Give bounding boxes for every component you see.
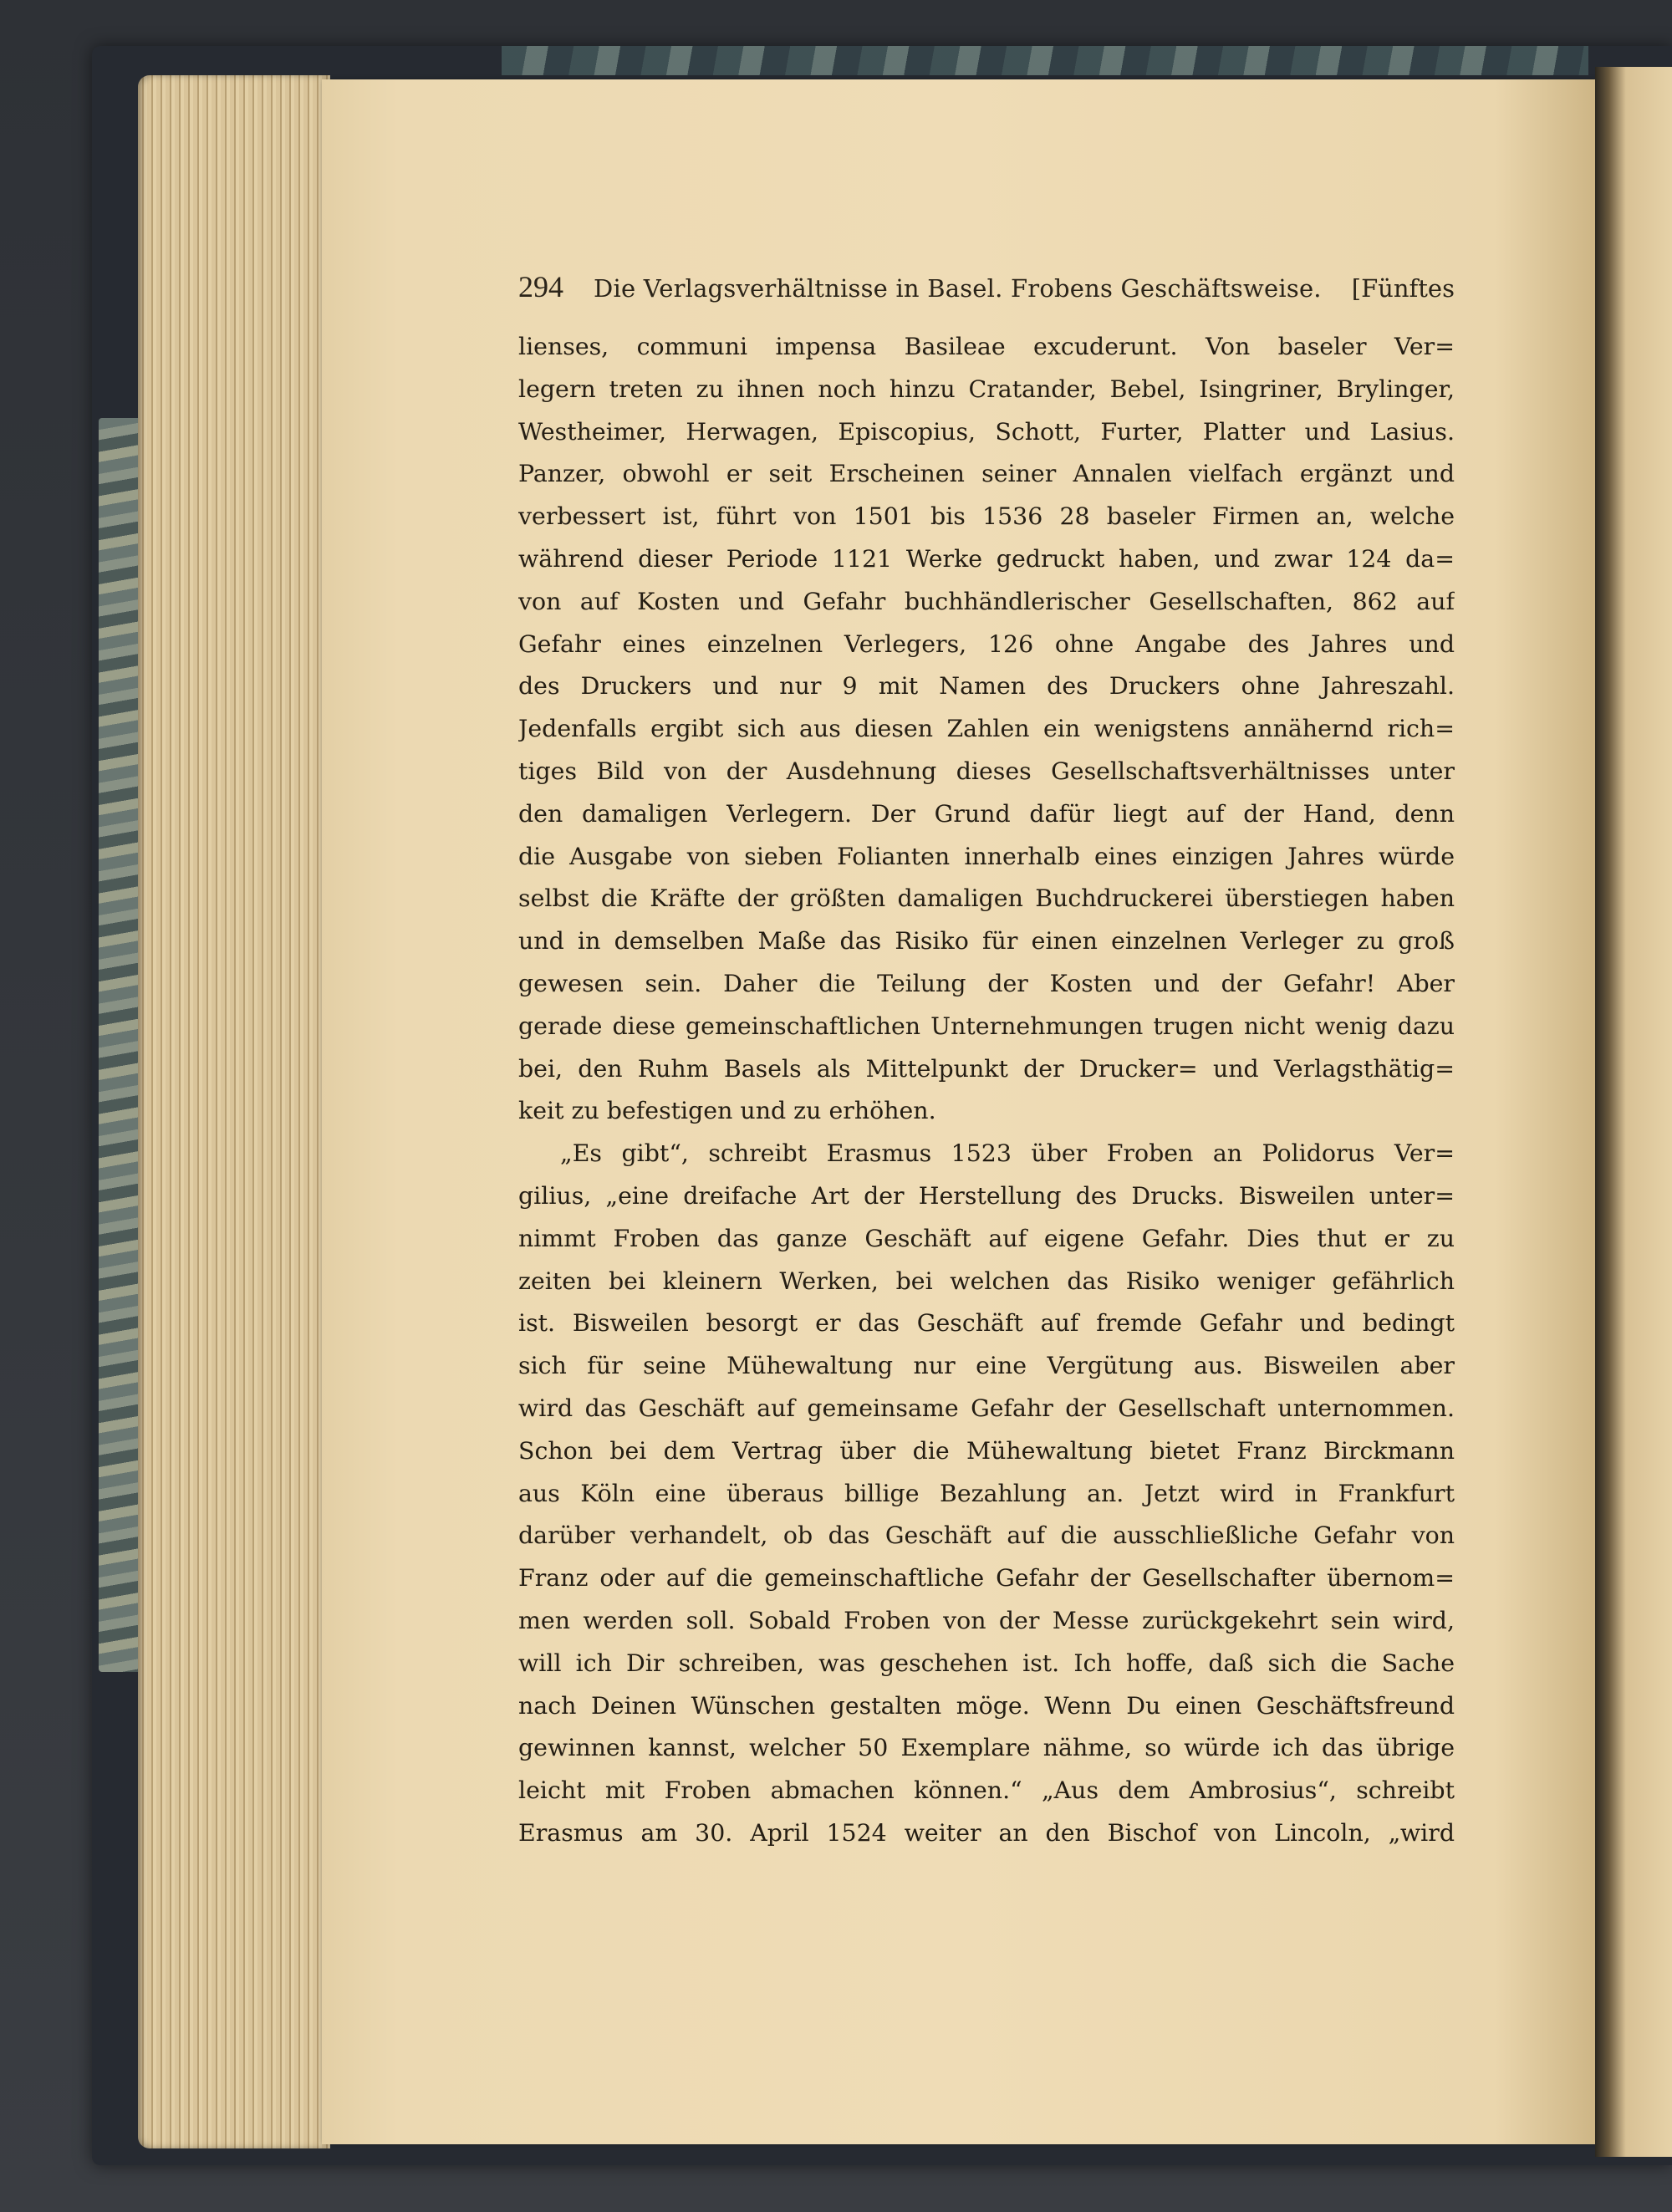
text-line: Westheimer, Herwagen, Episcopius, Schott, Furter, Platter und Lasius. (518, 417, 1455, 446)
text-line: ist. Bisweilen besorgt er das Geschäft auf fremde Gefahr und bedingt (518, 1309, 1455, 1338)
text-line: gerade diese gemeinschaftlichen Unternehmungen trugen nicht wenig dazu (518, 1012, 1455, 1040)
text-line: aus Köln eine überaus billige Bezahlung an. Jetzt wird in Frankfurt (518, 1479, 1455, 1507)
text-line: zeiten bei kleinern Werken, bei welchen das Risiko weniger gefährlich (518, 1267, 1455, 1295)
text-line: gilius, „eine dreifache Art der Herstellung des Drucks. Bisweilen unter= (518, 1181, 1455, 1210)
text-line: selbst die Kräfte der größten damaligen Buchdruckerei überstiegen haben (518, 884, 1455, 913)
page-edges (138, 75, 330, 2148)
text-line: Schon bei dem Vertrag über die Mühewaltung bietet Franz Birckmann (518, 1436, 1455, 1465)
text-line: nach Deinen Wünschen gestalten möge. Wenn Du einen Geschäftsfreund (518, 1691, 1455, 1720)
text-line: von auf Kosten und Gefahr buchhändlerischer Gesellschaften, 862 auf (518, 587, 1455, 615)
text-line: den damaligen Verlegern. Der Grund dafür liegt auf der Hand, denn (518, 799, 1455, 828)
text-line: verbessert ist, führt von 1501 bis 1536 28 baseler Firmen an, welche (518, 502, 1455, 531)
text-line: lienses, communi impensa Basileae excuderunt. Von baseler Ver= (518, 333, 1455, 360)
running-head (518, 269, 1455, 319)
text-line: men werden soll. Sobald Froben von der Messe zurückgekehrt sein wird, (518, 1606, 1455, 1634)
paragraph-2 (518, 1133, 1455, 1855)
text-line: leicht mit Froben abmachen können.“ „Aus dem Ambrosius“, schreibt (518, 1776, 1455, 1805)
cover-marbling-top (502, 46, 1588, 75)
text-line: Erasmus am 30. April 1524 weiter an den Bischof von Lincoln, „wird (518, 1818, 1455, 1847)
text-line: Franz oder auf die gemeinschaftliche Gefahr der Gesellschafter übernom= (518, 1564, 1455, 1593)
text-line: gewesen sein. Daher die Teilung der Kosten und der Gefahr! Aber (518, 969, 1455, 997)
text-line: keit zu befestigen und zu erhöhen. (518, 1097, 936, 1125)
text-line: wird das Geschäft auf gemeinsame Gefahr der Gesellschaft unternommen. (518, 1394, 1455, 1422)
facing-page-edge (1595, 67, 1672, 2157)
text-line: die Ausgabe von sieben Folianten innerhalb eines einzigen Jahres würde (518, 842, 1455, 870)
page-number: 294 (518, 270, 563, 303)
running-title: Die Verlagsverhältnisse in Basel. Frobens Geschäftsweise. (594, 274, 1322, 303)
text-line: bei, den Ruhm Basels als Mittelpunkt der Drucker= und Verlagsthätig= (518, 1054, 1455, 1083)
text-line: und in demselben Maße das Risiko für einen einzelnen Verleger zu groß (518, 927, 1455, 956)
text-line: Panzer, obwohl er seit Erscheinen seiner Annalen vielfach ergänzt und (518, 460, 1455, 488)
text-line: gewinnen kannst, welcher 50 Exemplare nähme, so würde ich das übrige (518, 1734, 1455, 1762)
text-line: „Es gibt“, schreibt Erasmus 1523 über Froben an Polidorus Ver= (560, 1139, 1455, 1168)
running-chapter: [Fünftes (1351, 274, 1455, 303)
text-line: will ich Dir schreiben, was geschehen ist. Ich hoffe, daß sich die Sache (518, 1649, 1455, 1677)
text-line: darüber verhandelt, ob das Geschäft auf die ausschließliche Gefahr von (518, 1521, 1455, 1550)
text-line: des Druckers und nur 9 mit Namen des Druckers ohne Jahreszahl. (518, 672, 1455, 701)
text-line: während dieser Periode 1121 Werke gedruckt haben, und zwar 124 da= (518, 544, 1455, 573)
text-line: nimmt Froben das ganze Geschäft auf eigene Gefahr. Dies thut er zu (518, 1224, 1455, 1252)
text-line: Gefahr eines einzelnen Verlegers, 126 ohne Angabe des Jahres und (518, 629, 1455, 658)
text-line: legern treten zu ihnen noch hinzu Cratander, Bebel, Isingriner, Brylinger, (518, 375, 1455, 403)
paragraph-1 (518, 326, 1455, 1133)
body-text (518, 326, 1455, 1855)
text-line: tiges Bild von der Ausdehnung dieses Gesellschaftsverhältnisses unter (518, 757, 1455, 785)
text-line: Jedenfalls ergibt sich aus diesen Zahlen ein wenigstens annähernd rich= (518, 715, 1455, 743)
text-line: sich für seine Mühewaltung nur eine Vergütung aus. Bisweilen aber (518, 1352, 1455, 1380)
